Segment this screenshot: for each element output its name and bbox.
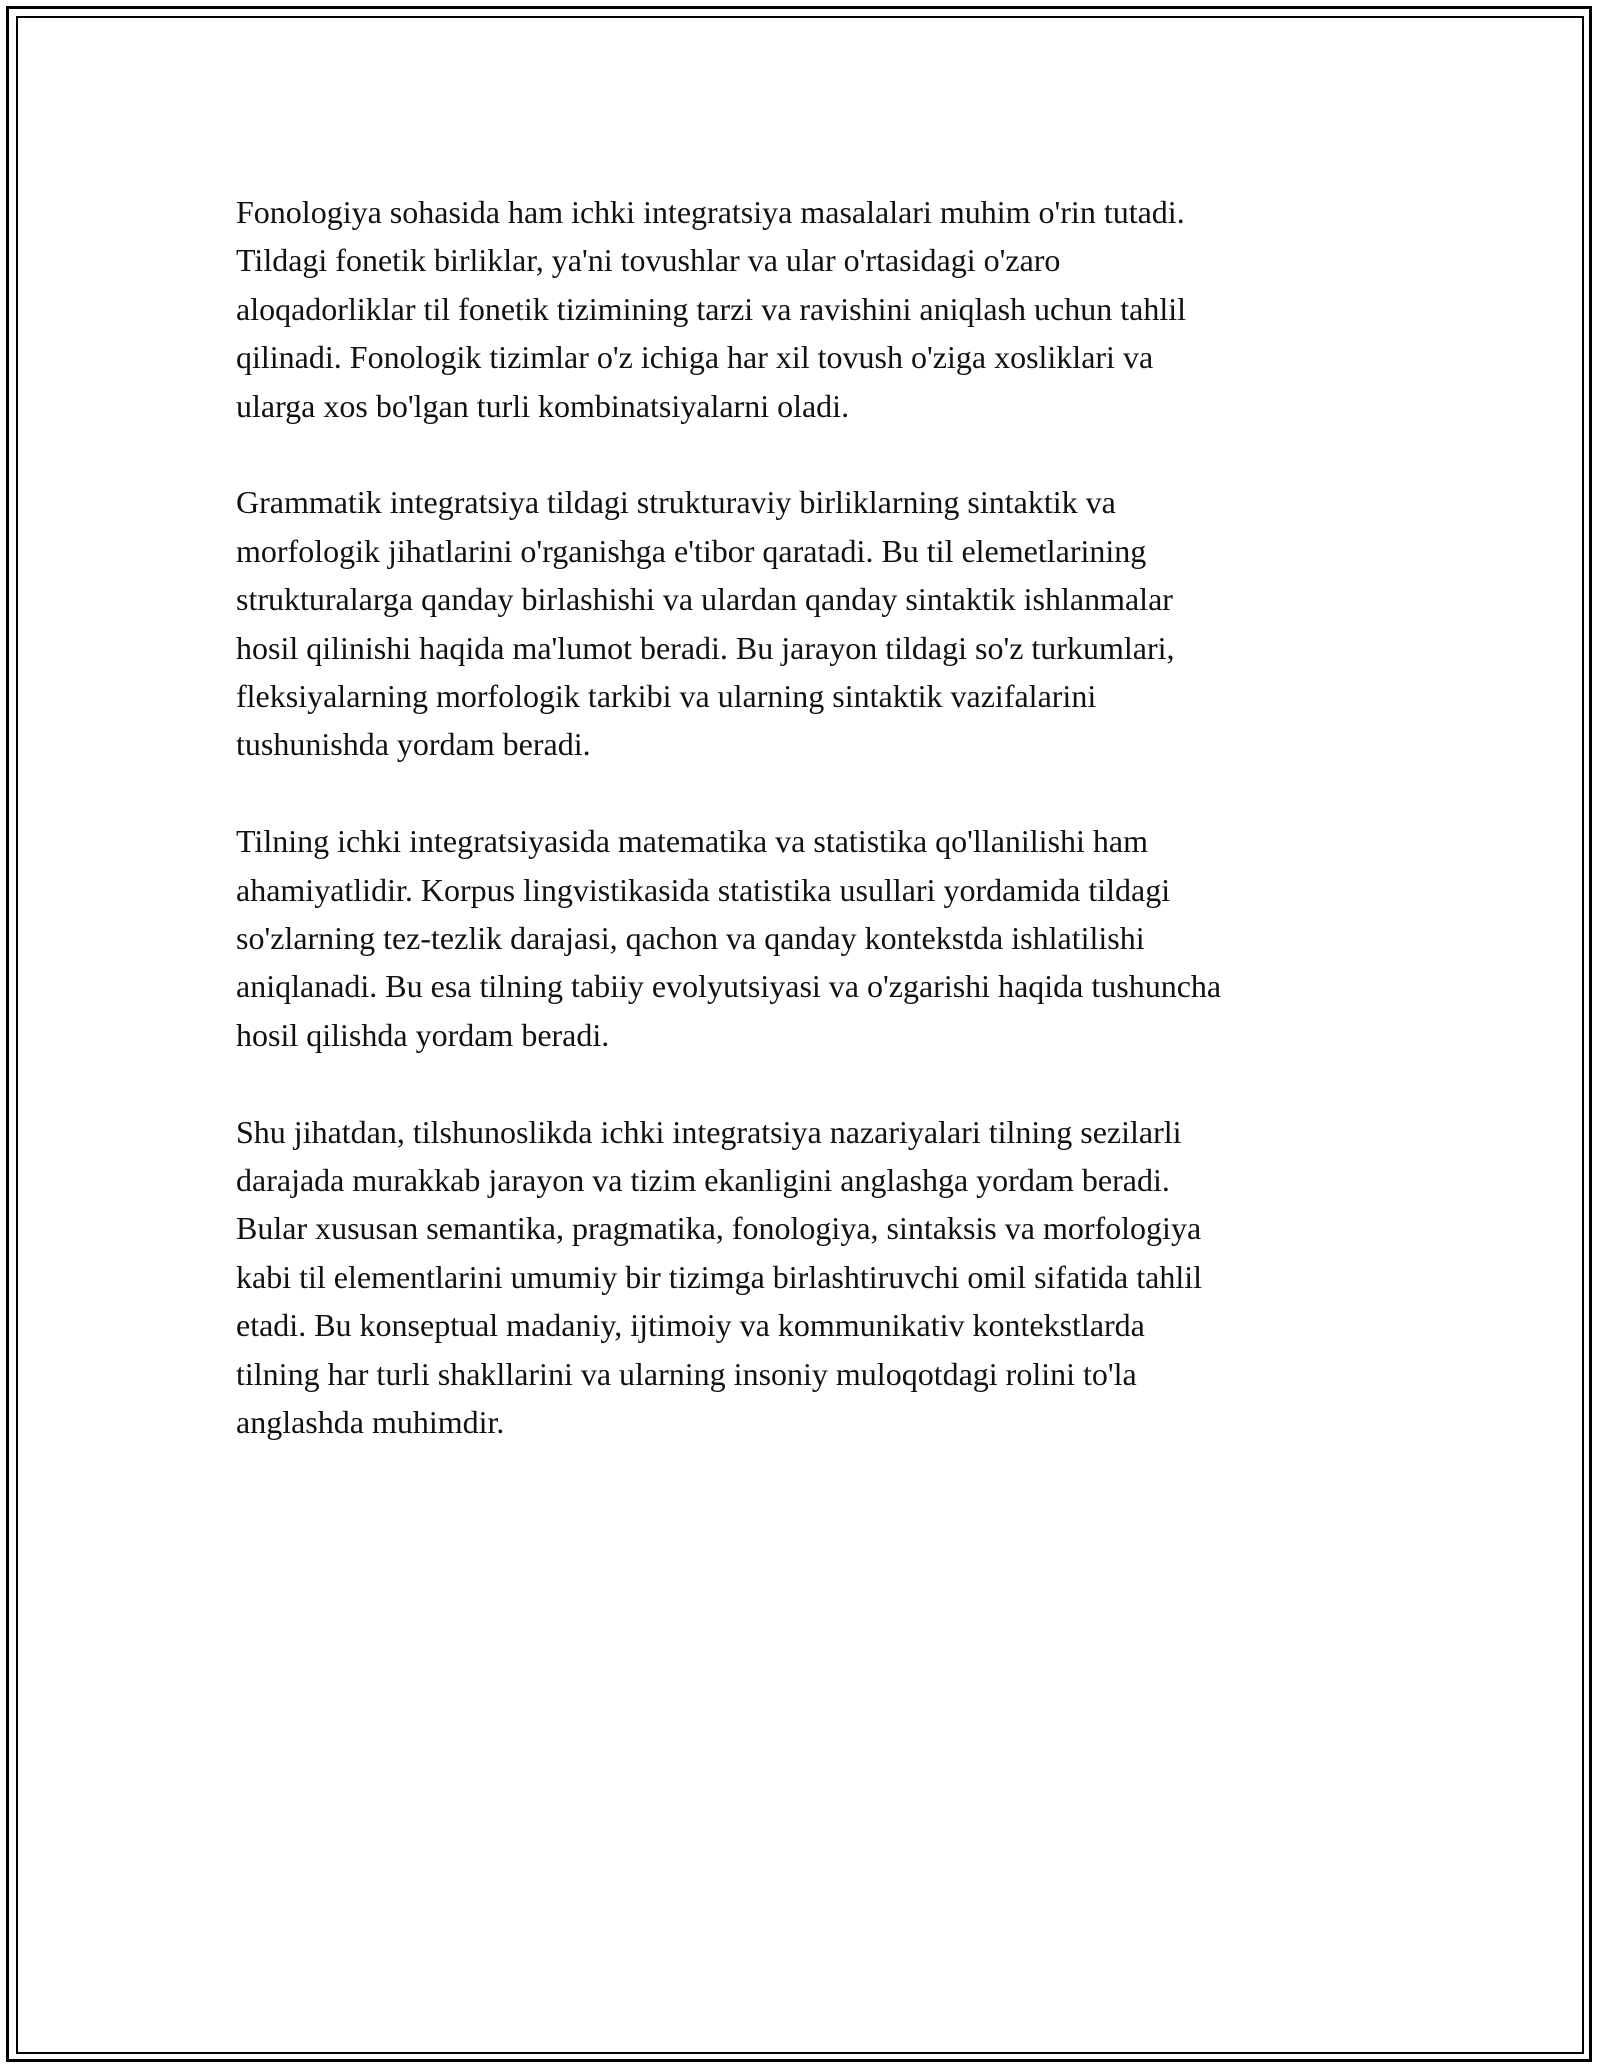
text-line: darajada murakkab jarayon va tizim ekanligini anglashga yordam beradi. xyxy=(236,1162,1170,1199)
text-line: qilinadi. Fonologik tizimlar o'z ichiga har xil tovush o'ziga xosliklari va xyxy=(236,339,1154,376)
text-line: tilning har turli shakllarini va ularning insoniy muloqotdagi rolini to'la xyxy=(236,1355,1137,1392)
text-line: Tildagi fonetik birliklar, ya'ni tovushlar va ular o'rtasidagi o'zaro xyxy=(236,242,1061,279)
text-line: Shu jihatdan, tilshunoslikda ichki integratsiya nazariyalari tilning sezilarli xyxy=(236,1113,1182,1150)
text-line: hosil qilishda yordam beradi. xyxy=(236,1016,610,1053)
paragraph-grammar xyxy=(236,478,1376,768)
text-line: hosil qilinishi haqida ma'lumot beradi. Bu jarayon tildagi so'z turkumlari, xyxy=(236,629,1175,666)
paragraph-phonology xyxy=(236,188,1376,430)
text-line: Bular xususan semantika, pragmatika, fonologiya, sintaksis va morfologiya xyxy=(236,1210,1202,1247)
paragraph-statistics xyxy=(236,817,1376,1059)
text-line: kabi til elementlarini umumiy bir tizimga birlashtiruvchi omil sifatida tahlil xyxy=(236,1258,1203,1295)
text-line: fleksiyalarning morfologik tarkibi va ularning sintaktik vazifalarini xyxy=(236,678,1097,715)
text-line: ahamiyatlidir. Korpus lingvistikasida statistika usullari yordamida tildagi xyxy=(236,871,1171,908)
document-body xyxy=(236,188,1376,1495)
text-line: ularga xos bo'lgan turli kombinatsiyalarni oladi. xyxy=(236,387,850,424)
text-line: strukturalarga qanday birlashishi va ulardan qanday sintaktik ishlanmalar xyxy=(236,581,1173,618)
paragraph-conclusion xyxy=(236,1108,1376,1447)
text-line: morfologik jihatlarini o'rganishga e'tibor qaratadi. Bu til elemetlarining xyxy=(236,532,1147,569)
text-line: anglashda muhimdir. xyxy=(236,1404,505,1441)
text-line: so'zlarning tez-tezlik darajasi, qachon va qanday kontekstda ishlatilishi xyxy=(236,920,1145,957)
text-line: etadi. Bu konseptual madaniy, ijtimoiy va kommunikativ kontekstlarda xyxy=(236,1307,1145,1344)
text-line: aniqlanadi. Bu esa tilning tabiiy evolyutsiyasi va o'zgarishi haqida tushuncha xyxy=(236,968,1222,1005)
text-line: Fonologiya sohasida ham ichki integratsiya masalalari muhim o'rin tutadi. xyxy=(236,194,1185,230)
text-line: tushunishda yordam beradi. xyxy=(236,726,591,763)
text-line: aloqadorliklar til fonetik tizimining tarzi va ravishini aniqlash uchun tahlil xyxy=(236,290,1186,327)
text-line: Tilning ichki integratsiyasida matematika va statistika qo'llanilishi ham xyxy=(236,823,1148,860)
text-line: Grammatik integratsiya tildagi strukturaviy birliklarning sintaktik va xyxy=(236,484,1116,521)
